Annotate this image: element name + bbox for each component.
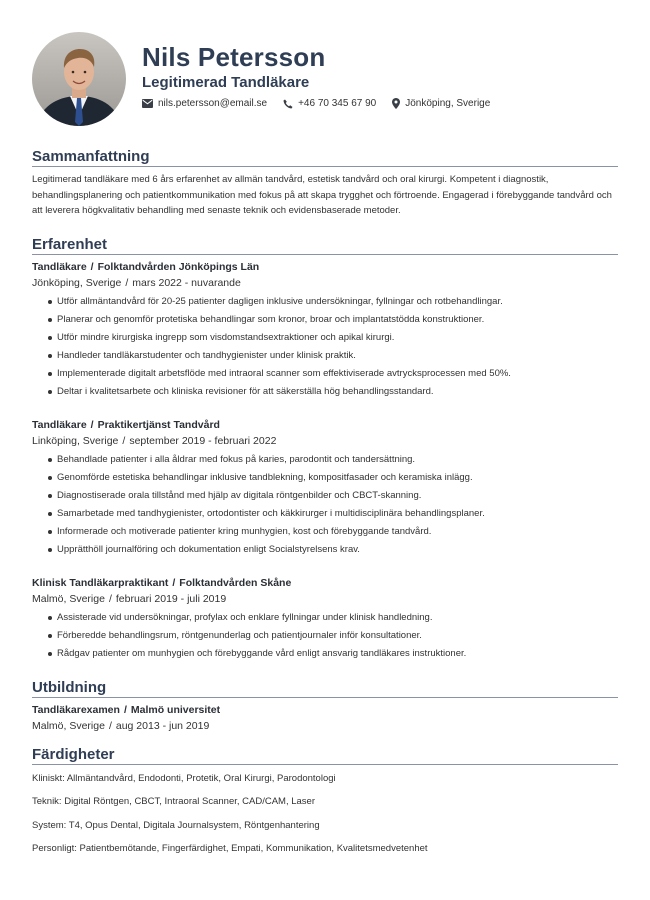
education-meta (32, 718, 618, 734)
skill-line: Teknik: Digital Röntgen, CBCT, Intraoral Scanner, CAD/CAM, Laser (32, 796, 316, 807)
contact-email[interactable] (142, 98, 267, 109)
job-meta (32, 433, 618, 449)
bullet-item: Samarbetade med tandhygienister, ortodontister och käkkirurger i multidisciplinära behandlingsplaner. (48, 505, 618, 523)
job-header (32, 575, 618, 591)
degree: Tandläkarexamen (32, 703, 120, 716)
separator: / (90, 260, 94, 273)
school: Malmö universitet (130, 703, 221, 716)
job-period: februari 2019 - juli 2019 (115, 592, 227, 605)
summary-heading: Sammanfattning (32, 148, 618, 167)
candidate-title: Legitimerad Tandläkare (142, 74, 310, 91)
bullet-item: Deltar i kvalitetsarbete och kliniska revisioner för att säkerställa hög behandlingsstandard. (48, 383, 618, 401)
experience-section (32, 236, 618, 663)
job-entry (32, 575, 618, 663)
email-text[interactable]: nils.petersson@email.se (158, 98, 268, 109)
separator: / (172, 576, 176, 589)
candidate-name: Nils Petersson (142, 42, 326, 72)
bullet-item: Förberedde behandlingsrum, röntgenunderlag och patientjournaler inför konsultationer. (48, 627, 618, 645)
bullet-item: Diagnostiserade orala tillstånd med hjälp av digitala röntgenbilder och CBCT-skanning. (48, 487, 618, 505)
contact-location (392, 98, 490, 109)
contact-row (142, 98, 490, 109)
bullet-item: Upprätthöll journalföring och dokumentation enligt Socialstyrelsens krav. (48, 541, 618, 559)
job-bullets (32, 609, 618, 663)
bullet-item: Behandlade patienter i alla åldrar med fokus på karies, parodontit och tandersättning. (48, 451, 618, 469)
education-period: aug 2013 - jun 2019 (115, 719, 210, 732)
avatar (32, 32, 126, 126)
bullet-item: Implementerade digitalt arbetsflöde med intraoral scanner som effektiviserade avtrycksprocessen med 50%. (48, 365, 618, 383)
job-bullets (32, 451, 618, 559)
separator: / (122, 434, 126, 447)
job-bullets (32, 293, 618, 401)
job-employer: Folktandvården Jönköpings Län (97, 260, 260, 273)
separator: / (123, 703, 127, 716)
separator: / (108, 719, 112, 732)
bullet-item: Genomförde estetiska behandlingar inklusive tandblekning, kompositfasader och keramiska inlägg. (48, 469, 618, 487)
education-section (32, 679, 618, 734)
job-header (32, 417, 618, 433)
job-employer: Praktikertjänst Tandvård (97, 418, 220, 431)
job-employer: Folktandvården Skåne (179, 576, 292, 589)
experience-heading: Erfarenhet (32, 236, 618, 255)
contact-phone[interactable] (283, 98, 376, 109)
bullet-item: Assisterade vid undersökningar, profylax och enklare fyllningar under klinisk handledning. (48, 609, 618, 627)
job-location: Linköping, Sverige (32, 434, 119, 447)
summary-section (32, 148, 618, 219)
bullet-item: Informerade och motiverade patienter kring munhygien, kost och förebyggande tandvård. (48, 523, 618, 541)
job-entry (32, 417, 618, 559)
mail-icon (142, 99, 153, 108)
skill-line: System: T4, Opus Dental, Digitala Journalsystem, Röntgenhantering (32, 819, 320, 831)
resume-header (32, 0, 618, 140)
education-heading: Utbildning (32, 679, 618, 698)
job-role: Klinisk Tandläkarpraktikant (32, 576, 169, 589)
job-meta (32, 591, 618, 607)
bullet-item: Rådgav patienter om munhygien och förebyggande vård enligt ansvarig tandläkares instruktioner. (48, 645, 618, 663)
job-location: Jönköping, Sverige (32, 276, 122, 289)
job-role: Tandläkare (32, 418, 87, 431)
job-entry (32, 259, 618, 401)
skills-section (32, 746, 618, 861)
job-period: september 2019 - februari 2022 (129, 434, 277, 447)
location-pin-icon (392, 98, 400, 109)
job-role: Tandläkare (32, 260, 87, 273)
skill-line: Kliniskt: Allmäntandvård, Endodonti, Protetik, Oral Kirurgi, Parodontologi (32, 772, 336, 784)
bullet-item: Handleder tandläkarstudenter och tandhygienister under klinisk praktik. (48, 347, 618, 365)
job-period: mars 2022 - nuvarande (132, 276, 241, 289)
bullet-item: Utför mindre kirurgiska ingrepp som visdomstandsextraktioner och apikal kirurgi. (48, 329, 618, 347)
bullet-item: Planerar och genomför protetiska behandlingar som kronor, broar och implantatstödda konstruktioner. (48, 311, 618, 329)
separator: / (108, 592, 112, 605)
skills-heading: Färdigheter (32, 746, 618, 765)
job-header (32, 259, 618, 275)
separator: / (90, 418, 94, 431)
phone-icon (283, 99, 293, 109)
summary-text: Legitimerad tandläkare med 6 års erfarenhet av allmän tandvård, estetisk tandvård och oral kirurgi. Kompetent i diagnostik, behandlingsplanering och patientkommunikation med fokus på att skapa trygghet och förtroende. Engagerad i förebyggande tandvård och att leverera högkvalitativ behandling med senaste teknik och evidensbaserade metoder. (32, 174, 612, 216)
education-header (32, 702, 618, 718)
education-location: Malmö, Sverige (32, 719, 105, 732)
profile-photo-icon (32, 32, 126, 126)
job-location: Malmö, Sverige (32, 592, 105, 605)
bullet-item: Utför allmäntandvård för 20-25 patienter dagligen inklusive undersökningar, fyllningar och rotbehandlingar. (48, 293, 618, 311)
phone-text[interactable]: +46 70 345 67 90 (298, 98, 377, 109)
job-meta (32, 275, 618, 291)
separator: / (125, 276, 129, 289)
skill-line: Personligt: Patientbemötande, Fingerfärdighet, Empati, Kommunikation, Kvalitetsmedvetenhet (32, 843, 428, 854)
location-text: Jönköping, Sverige (405, 98, 491, 109)
